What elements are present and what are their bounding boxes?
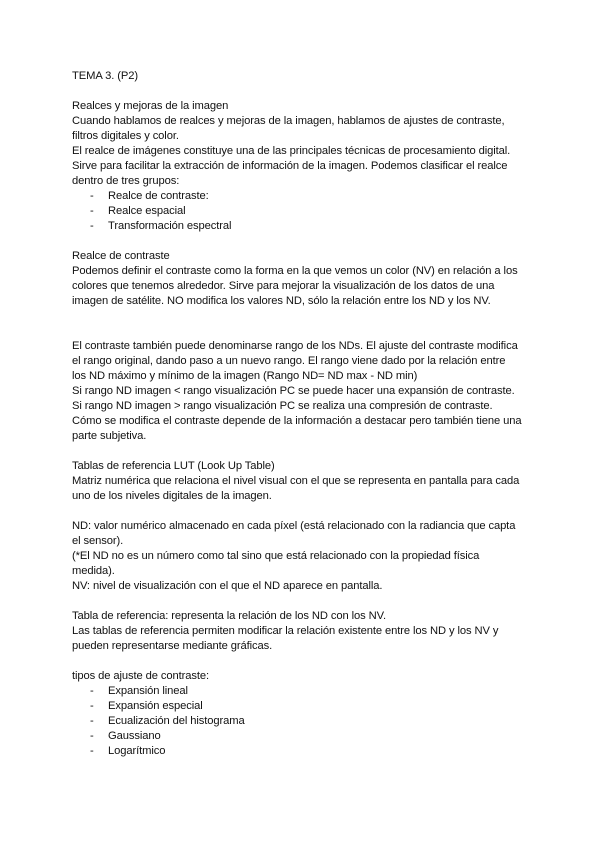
paragraph-line: Sirve para facilitar la extracción de información de la imagen. Podemos clasificar el realce — [72, 160, 508, 172]
list-item: - Realce espacial — [72, 204, 532, 219]
list-item: - Realce de contraste: — [72, 189, 532, 204]
paragraph-line: imagen de satélite. NO modifica los valores ND, sólo la relación entre los ND y los NV. — [72, 295, 491, 307]
paragraph-line: Si rango ND imagen > rango visualización PC se realiza una compresión de contraste. — [72, 400, 493, 412]
paragraph-line: medida). — [72, 565, 115, 577]
paragraph-line: El contraste también puede denominarse rango de los NDs. El ajuste del contraste modifica — [72, 340, 518, 352]
paragraph-line: parte subjetiva. — [72, 430, 147, 442]
tipos-ajuste-list — [72, 684, 532, 759]
paragraph-line: dentro de tres grupos: — [72, 175, 180, 187]
paragraph-line: pueden representarse mediante gráficas. — [72, 640, 273, 652]
paragraph-line: filtros digitales y color. — [72, 130, 179, 142]
document-page — [72, 69, 532, 759]
list-item: - Gaussiano — [72, 729, 532, 744]
section-heading-realces: Realces y mejoras de la imagen — [72, 100, 229, 112]
document-title: TEMA 3. (P2) — [72, 70, 138, 82]
paragraph-line: NV: nivel de visualización con el que el ND aparece en pantalla. — [72, 580, 383, 592]
paragraph-line: uno de los niveles digitales de la imagen. — [72, 490, 272, 502]
list-item: - Transformación espectral — [72, 219, 532, 234]
paragraph-line: el sensor). — [72, 535, 124, 547]
paragraph-line: Cómo se modifica el contraste depende de la información a destacar pero también tiene una — [72, 415, 522, 427]
realce-groups-list — [72, 189, 532, 234]
paragraph-line: El realce de imágenes constituye una de las principales técnicas de procesamiento digital. — [72, 145, 511, 157]
paragraph-line: (*El ND no es un número como tal sino que está relacionado con la propiedad física — [72, 550, 480, 562]
paragraph-line: colores que tenemos alrededor. Sirve para mejorar la visualización de los datos de una — [72, 280, 495, 292]
paragraph-line: Si rango ND imagen < rango visualización PC se puede hacer una expansión de contraste. — [72, 385, 515, 397]
paragraph-line: los ND máximo y mínimo de la imagen (Rango ND= ND max - ND min) — [72, 370, 418, 382]
paragraph-line: Matriz numérica que relaciona el nivel visual con el que se representa en pantalla para cada — [72, 475, 520, 487]
section-heading-realce-contraste: Realce de contraste — [72, 250, 170, 262]
paragraph-line: Cuando hablamos de realces y mejoras de la imagen, hablamos de ajustes de contraste, — [72, 115, 505, 127]
list-item: - Logarítmico — [72, 744, 532, 759]
paragraph-line: Podemos definir el contraste como la forma en la que vemos un color (NV) en relación a los — [72, 265, 518, 277]
paragraph-line: el rango original, dando paso a un nuevo rango. El rango viene dado por la relación entre — [72, 355, 506, 367]
paragraph-line: ND: valor numérico almacenado en cada píxel (está relacionado con la radiancia que capta — [72, 520, 516, 532]
list-item: - Expansión especial — [72, 699, 532, 714]
section-heading-lut: Tablas de referencia LUT (Look Up Table) — [72, 460, 275, 472]
section-heading-tipos-ajuste: tipos de ajuste de contraste: — [72, 670, 210, 682]
list-item: - Expansión lineal — [72, 684, 532, 699]
paragraph-line: Tabla de referencia: representa la relación de los ND con los NV. — [72, 610, 386, 622]
list-item: - Ecualización del histograma — [72, 714, 532, 729]
paragraph-line: Las tablas de referencia permiten modificar la relación existente entre los ND y los NV y — [72, 625, 499, 637]
